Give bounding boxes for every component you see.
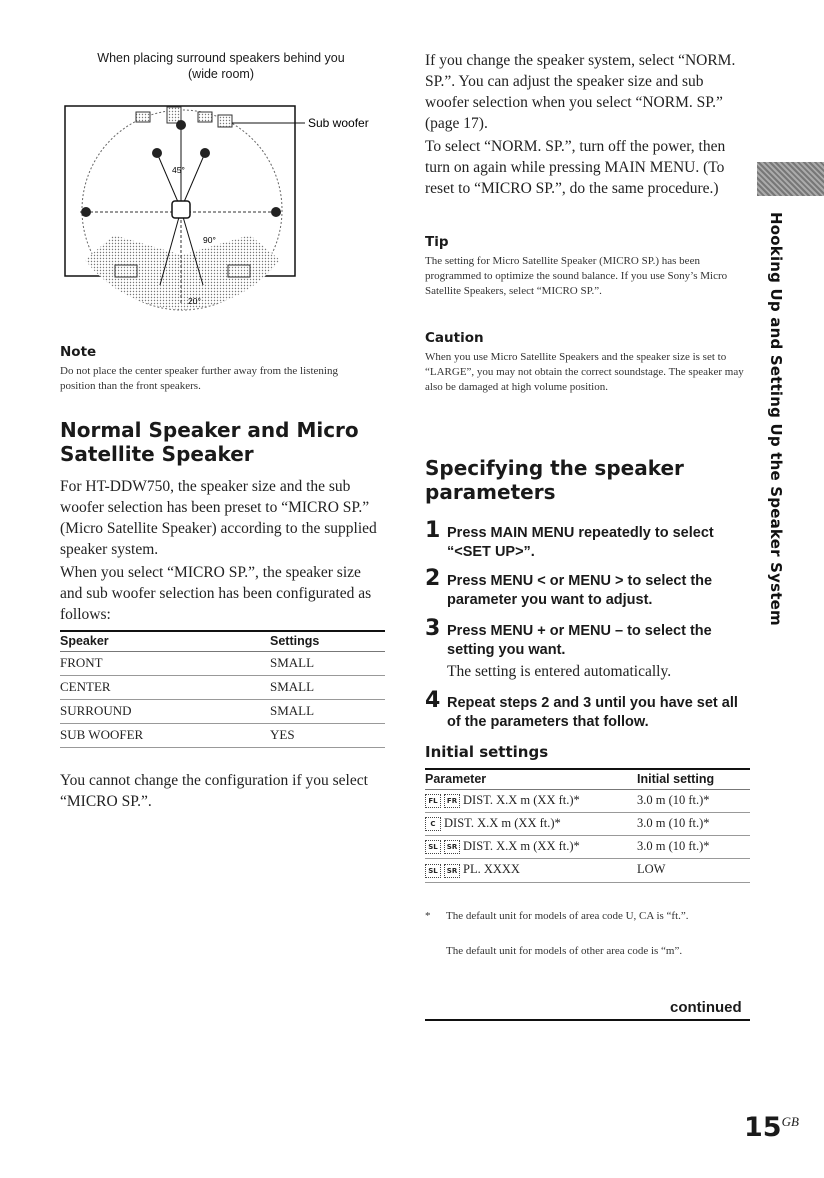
side-tab-marker	[757, 162, 824, 196]
surround-right-speaker-icon	[228, 265, 250, 277]
paragraph-select-norm: To select “NORM. SP.”, turn off the power, then turn on again while pressing MAIN MENU. (To reset to “MICRO SP.”, do the same procedure.)	[425, 138, 726, 197]
table-cell: SUB WOOFER	[60, 724, 270, 748]
surround-right-marker	[271, 207, 281, 217]
table-cell: 3.0 m (10 ft.)*	[637, 836, 750, 859]
diagram-caption	[66, 50, 376, 82]
page-number-value: 15	[744, 1112, 782, 1143]
table-cell: YES	[270, 724, 385, 748]
steps-list	[425, 518, 755, 738]
front-left-marker	[152, 148, 162, 158]
table-cell	[425, 813, 637, 836]
front-right-icon: FR	[444, 794, 460, 808]
table-header-initial-setting: Initial setting	[637, 769, 750, 790]
front-left-speaker-icon	[136, 112, 150, 122]
paragraph-change-speaker: If you change the speaker system, select “NORM. SP.”. You can adjust the speaker size and sub woofer selection when you select “NORM. SP.” (page 17).	[425, 52, 736, 132]
table-header-settings: Settings	[270, 631, 385, 652]
center-icon: C	[425, 817, 441, 831]
table-row	[425, 790, 750, 813]
center-marker	[176, 120, 186, 130]
table-cell: LOW	[637, 859, 750, 882]
footnote-area-us: The default unit for models of area code U, CA is “ft.”.	[446, 910, 689, 922]
tip-heading: Tip	[425, 234, 449, 250]
step-item	[425, 566, 755, 616]
table-row	[60, 724, 385, 748]
table-header-speaker: Speaker	[60, 631, 270, 652]
surround-left-speaker-icon	[115, 265, 137, 277]
surround-zone	[85, 235, 280, 310]
table-cell: SMALL	[270, 676, 385, 700]
section-title-line1: Normal Speaker and Micro	[60, 418, 359, 442]
surround-left-marker	[81, 207, 91, 217]
param-text: DIST. X.X m (XX ft.)*	[463, 793, 580, 807]
table-cell	[425, 836, 637, 859]
section-title-line1: Specifying the speaker	[425, 456, 684, 480]
note-text: Do not place the center speaker further away from the listening position than the front speakers.	[60, 365, 338, 392]
footnote-mark: *	[425, 910, 431, 922]
step-number: 1	[425, 518, 441, 543]
sub-woofer-label: Sub woofer	[308, 116, 369, 130]
side-chapter-label	[755, 212, 795, 632]
diagram-caption-line2: (wide room)	[188, 67, 254, 81]
param-text: DIST. X.X m (XX ft.)*	[463, 839, 580, 854]
table-row	[60, 676, 385, 700]
angle-45-label: 45°	[172, 165, 185, 175]
tip-text: The setting for Micro Satellite Speaker (MICRO SP.) has been programmed to optimize the sound balance. If you use Sony’s Micro Satellite Speakers, select “MICRO SP.”.	[425, 255, 728, 297]
table-cell: FRONT	[60, 652, 270, 676]
section-title-specifying	[425, 456, 755, 504]
sub-woofer-icon	[218, 115, 232, 127]
step-text: Press MENU < or MENU > to select the parameter you want to adjust.	[447, 573, 713, 608]
table-cell: SMALL	[270, 700, 385, 724]
footnote-area-other: The default unit for models of other area code is “m”.	[446, 945, 683, 957]
page-number	[744, 1112, 799, 1143]
note-heading: Note	[60, 344, 97, 360]
step-number: 4	[425, 688, 441, 713]
step-item	[425, 616, 755, 688]
surround-left-icon: SL	[425, 864, 441, 878]
angle-90-label: 90°	[203, 235, 216, 245]
continued-label: continued	[670, 999, 742, 1016]
caution-text: When you use Micro Satellite Speakers and the speaker size is set to “LARGE”, you may not obtain the correct soundstage. The speaker may also be damaged at high volume position.	[425, 351, 744, 393]
initial-settings-table	[425, 768, 750, 883]
front-right-marker	[200, 148, 210, 158]
initial-settings-heading: Initial settings	[425, 743, 549, 761]
table-cell: 3.0 m (10 ft.)*	[637, 813, 750, 836]
step-text: Repeat steps 2 and 3 until you have set all of the parameters that follow.	[447, 695, 738, 730]
surround-left-icon: SL	[425, 840, 441, 854]
continued-rule	[425, 1019, 750, 1021]
section-title-line2: Satellite Speaker	[60, 442, 254, 466]
paragraph-cannot-change: You cannot change the configuration if you select “MICRO SP.”.	[60, 772, 368, 810]
diagram-caption-line1: When placing surround speakers behind you	[97, 51, 345, 65]
step-text: Press MAIN MENU repeatedly to select “<SET UP>”.	[447, 525, 714, 560]
speaker-diagram-svg	[60, 95, 380, 325]
front-right-speaker-icon	[198, 112, 212, 122]
front-left-icon: FL	[425, 794, 441, 808]
surround-right-icon: SR	[444, 840, 460, 854]
caution-heading: Caution	[425, 330, 484, 346]
section-title-line2: parameters	[425, 480, 556, 504]
table-header-row	[425, 769, 750, 790]
page-number-suffix: GB	[781, 1114, 799, 1129]
speaker-placement-diagram	[60, 95, 380, 325]
step-number: 2	[425, 566, 441, 591]
table-cell	[425, 790, 637, 813]
step-number: 3	[425, 616, 441, 641]
step-item	[425, 518, 755, 566]
step-sub-text: The setting is entered automatically.	[447, 663, 672, 680]
step-item	[425, 688, 755, 738]
speaker-settings-table	[60, 630, 385, 748]
table-header-parameter: Parameter	[425, 769, 637, 790]
table-cell: SMALL	[270, 652, 385, 676]
table-row	[425, 859, 750, 882]
table-cell: SURROUND	[60, 700, 270, 724]
side-chapter-text: Hooking Up and Setting Up the Speaker System	[767, 212, 785, 626]
paragraph-micro-config: When you select “MICRO SP.”, the speaker size and sub woofer selection has been configurated as follows:	[60, 564, 372, 623]
table-cell	[425, 859, 637, 882]
table-row	[60, 652, 385, 676]
section-title-normal-speaker	[60, 418, 390, 466]
step-text: Press MENU + or MENU – to select the setting you want.	[447, 623, 712, 658]
table-row	[60, 700, 385, 724]
angle-20-label: 20°	[188, 296, 201, 306]
surround-right-icon: SR	[444, 864, 460, 878]
param-text: PL. XXXX	[463, 862, 520, 877]
param-text: DIST. X.X m (XX ft.)*	[444, 816, 561, 831]
table-header-row	[60, 631, 385, 652]
table-row	[425, 813, 750, 836]
table-cell: 3.0 m (10 ft.)*	[637, 790, 750, 813]
table-cell: CENTER	[60, 676, 270, 700]
paragraph-preset: For HT-DDW750, the speaker size and the sub woofer selection has been preset to “MICRO SP.” (Micro Satellite Speaker) according to the supplied speaker system.	[60, 478, 377, 558]
table-row	[425, 836, 750, 859]
listener-chair-icon	[172, 201, 190, 218]
